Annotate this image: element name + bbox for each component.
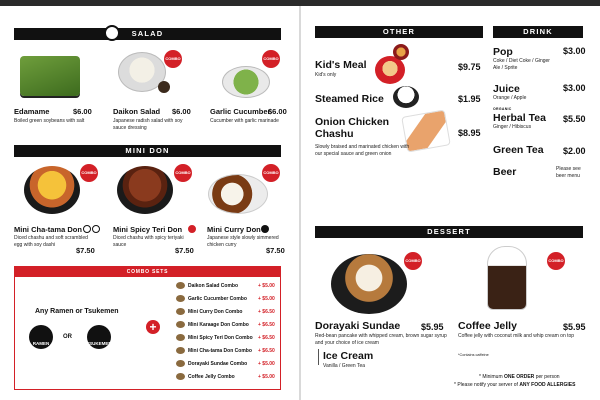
logo-icon	[104, 25, 120, 41]
cucumber-combo-badge: COMBO	[262, 50, 280, 68]
curry-combo-badge: COMBO	[262, 164, 280, 182]
dessert-header-label: DESSERT	[427, 227, 471, 236]
egg-icon	[83, 225, 91, 233]
footer-line1-post: per person	[535, 374, 560, 380]
coffee-jelly-note: *Contains caffeine	[458, 353, 489, 357]
green-tea-price: $2.00	[563, 146, 586, 156]
kids-meal-price: $9.75	[458, 62, 481, 72]
organic-tag: ORGANIC	[493, 107, 512, 111]
other-header	[315, 26, 483, 38]
mini-curry-price: $7.50	[266, 246, 285, 255]
combo-name: Mini Curry Don Combo	[188, 309, 243, 315]
dorayaki-sundae-desc: Red-bean pancake with whipped cream, brown sugar syrup and your choice of ice cream	[315, 333, 447, 346]
combo-price: + $6.50	[258, 322, 275, 328]
garlic-cucumber-price: $6.00	[268, 107, 287, 116]
daikon-salad-name: Daikon Salad	[113, 107, 161, 116]
combo-sets-header: COMBO SETS	[15, 267, 280, 277]
daikon-salad-desc: Japanese radish salad with soy sauce dressing	[113, 118, 183, 131]
right-page	[301, 6, 600, 400]
herbal-tea-price: $5.50	[563, 114, 586, 124]
mini-spicy-teri-desc: Diced chashu with spicy teriyaki sauce	[113, 235, 184, 248]
combo-name: Garlic Cucumber Combo	[188, 296, 247, 302]
mini-spicy-teri-image	[117, 166, 173, 214]
mini-curry-image	[208, 174, 268, 214]
combo-name: Mini Karaage Don Combo	[188, 322, 249, 328]
mini-don-header-label: MINI DON	[125, 146, 170, 155]
combo-sets-box	[14, 266, 281, 390]
plus-icon: +	[146, 320, 160, 334]
footer-note-min	[479, 374, 560, 380]
dorayaki-sundae-image	[331, 254, 407, 314]
footer-line1-pre: * Minimum	[479, 374, 503, 380]
combo-thumb-icon	[176, 282, 185, 289]
combo-price: + $6.50	[258, 335, 275, 341]
garlic-cucumber-desc: Cucumber with garlic marinade	[210, 118, 279, 124]
footer-line2-bold: ANY FOOD ALLERGIES	[519, 382, 576, 388]
spicy-teri-combo-badge: COMBO	[174, 164, 192, 182]
combo-row	[176, 321, 286, 331]
juice-desc: Orange / Apple	[493, 95, 527, 101]
combo-row	[176, 347, 286, 357]
kids-meal-name: Kid's Meal	[315, 59, 367, 71]
ice-cream-name: Ice Cream	[323, 350, 374, 362]
combo-name: Coffee Jelly Combo	[188, 374, 235, 380]
onion-chicken-chashu-desc: Slowly braised and marinated chicken with our special sauce and green onion	[315, 144, 410, 157]
pop-desc: Coke / Diet Coke / Ginger Ale / Sprite	[493, 58, 550, 71]
mini-spicy-teri-price: $7.50	[175, 246, 194, 255]
coffee-jelly-combo-badge: COMBO	[547, 252, 565, 270]
kids-meal-desc: Kid's only	[315, 72, 337, 78]
dorayaki-sundae-name: Dorayaki Sundae	[315, 320, 401, 332]
footer-note-allergy	[454, 382, 575, 388]
combo-row	[176, 295, 286, 305]
combo-thumb-icon	[176, 373, 185, 380]
combo-price: + $5.00	[258, 283, 275, 289]
steamed-rice-name: Steamed Rice	[315, 93, 384, 105]
combo-row	[176, 373, 286, 383]
beer-desc: Please see beer menu	[556, 166, 581, 179]
dressing-cup-icon	[158, 81, 170, 93]
salad-header-label: SALAD	[131, 29, 164, 38]
combo-thumb-icon	[176, 308, 185, 315]
coffee-jelly-image	[487, 246, 527, 310]
juice-name: Juice	[493, 83, 520, 95]
combo-name: Daikon Salad Combo	[188, 283, 239, 289]
onion-chicken-chashu-price: $8.95	[458, 128, 481, 138]
drink-header	[493, 26, 583, 38]
garlic-cucumber-name: Garlic Cucumber	[210, 107, 271, 116]
green-tea-name: Green Tea	[493, 144, 544, 156]
dessert-header	[315, 226, 583, 238]
pop-price: $3.00	[563, 46, 586, 56]
combo-thumb-icon	[176, 334, 185, 341]
onion-chicken-chashu-name: Onion Chicken Chashu	[315, 116, 390, 140]
dorayaki-combo-badge: COMBO	[404, 252, 422, 270]
combo-name: Dorayaki Sundae Combo	[188, 361, 248, 367]
combo-name: Mini Cha-tama Don Combo	[188, 348, 252, 354]
coffee-jelly-name: Coffee Jelly	[458, 320, 517, 332]
combo-price: + $6.50	[258, 348, 275, 354]
herbal-tea-name: Herbal Tea	[493, 112, 546, 124]
daikon-combo-badge: COMBO	[164, 50, 182, 68]
drink-header-label: DRINK	[523, 27, 553, 36]
combo-thumb-icon	[176, 347, 185, 354]
ramen-label: RAMEN	[32, 341, 50, 346]
garlic-cucumber-image	[222, 66, 270, 98]
combo-price: + $5.00	[258, 361, 275, 367]
beer-name: Beer	[493, 166, 517, 178]
combo-thumb-icon	[176, 360, 185, 367]
combo-intro: Any Ramen or Tsukemen	[35, 308, 119, 315]
edamame-price: $6.00	[73, 107, 92, 116]
combo-price: + $6.50	[258, 309, 275, 315]
mini-curry-desc: Japanese style slowly simmered chicken curry	[207, 235, 279, 248]
footer-line2-pre: * Please notify your server of	[454, 382, 518, 388]
footer-line1-bold: ONE ORDER	[504, 374, 535, 380]
combo-row	[176, 282, 286, 292]
kids-meal-image	[375, 56, 405, 84]
mini-cha-tama-price: $7.50	[76, 246, 95, 255]
coffee-jelly-price: $5.95	[563, 322, 586, 332]
cha-tama-combo-badge: COMBO	[80, 164, 98, 182]
chili-icon	[188, 225, 196, 233]
mini-don-header	[14, 145, 281, 157]
edamame-desc: Boiled green soybeans with salt	[14, 118, 85, 124]
left-page	[0, 6, 299, 400]
combo-price: + $5.00	[258, 296, 275, 302]
combo-row	[176, 360, 286, 370]
mini-curry-name: Mini Curry Don	[207, 225, 261, 234]
steamed-rice-price: $1.95	[458, 94, 481, 104]
combo-name: Mini Spicy Teri Don Combo	[188, 335, 253, 341]
kids-cup-image	[393, 44, 409, 60]
edamame-name: Edamame	[14, 107, 50, 116]
tsukemen-label: TSUKEMEN	[86, 341, 112, 346]
dorayaki-sundae-price: $5.95	[421, 322, 444, 332]
salad-header	[14, 28, 281, 40]
daikon-salad-price: $6.00	[172, 107, 191, 116]
steamed-rice-image	[393, 86, 419, 108]
combo-thumb-icon	[176, 321, 185, 328]
combo-or: OR	[63, 334, 72, 340]
herbal-tea-desc: Ginger / Hibiscus	[493, 124, 532, 130]
ice-cream-divider	[318, 349, 319, 365]
combo-thumb-icon	[176, 295, 185, 302]
combo-row	[176, 308, 286, 318]
combo-price: + $5.00	[258, 374, 275, 380]
coffee-jelly-desc: Coffee jelly with coconut milk and whip cream on top	[458, 333, 575, 339]
ice-cream-desc: Vanilla / Green Tea	[323, 363, 366, 369]
mini-cha-tama-image	[24, 166, 80, 214]
spice-icon	[261, 225, 269, 233]
other-header-label: OTHER	[382, 27, 416, 36]
mini-cha-tama-desc: Diced chashu and soft scrambled egg with soy dashi	[14, 235, 88, 248]
mini-spicy-teri-name: Mini Spicy Teri Don	[113, 225, 183, 234]
edamame-image	[20, 56, 80, 96]
pop-name: Pop	[493, 46, 513, 58]
soy-icon	[92, 225, 100, 233]
combo-row	[176, 334, 286, 344]
mini-cha-tama-name: Mini Cha-tama Don	[14, 225, 82, 234]
juice-price: $3.00	[563, 83, 586, 93]
